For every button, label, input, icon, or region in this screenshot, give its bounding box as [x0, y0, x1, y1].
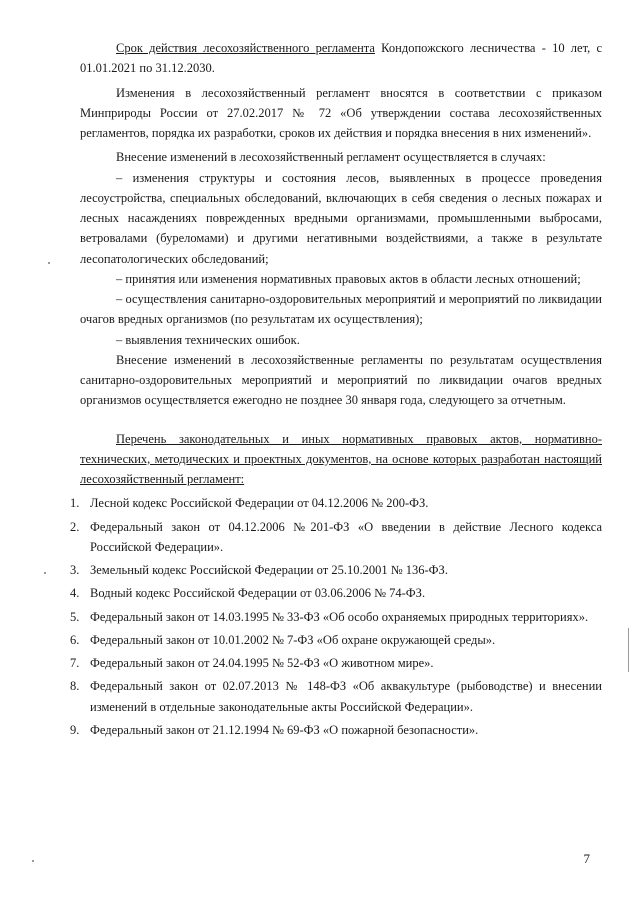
- legal-act-number: 1.: [70, 496, 80, 511]
- legal-act-item: [70, 676, 602, 717]
- cases-intro-paragraph: Внесение изменений в лесохозяйственный регламент осуществляется в случаях:: [116, 150, 546, 165]
- legal-act-item: [70, 607, 602, 627]
- legal-act-item: [70, 653, 602, 673]
- legal-act-text: Федеральный закон от 10.01.2002 № 7-ФЗ «Об охране окружающей среды».: [90, 632, 496, 647]
- legal-act-item: [70, 630, 602, 650]
- legal-act-item: [70, 560, 602, 580]
- scan-artifact-mark: [48, 262, 50, 264]
- case-technical-errors: – выявления технических ошибок.: [116, 332, 300, 347]
- page-number: 7: [583, 851, 590, 866]
- legal-act-item: [70, 720, 602, 740]
- case-forest-structure: – изменения структуры и состояния лесов, выявленных в процессе проведения лесоустройства, специальных обследований, включающих в себя сведения о лесных пожарах и лесных насаждениях поврежденных вредными организмами, промышленными выбросами, ветровалами (буреломами) и другими негативными воздействиями, а также в результате лесопатологических обследований;: [80, 170, 602, 266]
- legal-act-text: Федеральный закон от 14.03.1995 № 33-ФЗ «Об особо охраняемых природных территориях».: [90, 609, 589, 624]
- legal-act-text: Лесной кодекс Российской Федерации от 04.12.2006 № 200-ФЗ.: [90, 496, 429, 511]
- legal-act-text: Федеральный закон от 21.12.1994 № 69-ФЗ «О пожарной безопасности».: [90, 722, 479, 737]
- legal-acts-list: [70, 493, 602, 740]
- scan-artifact-mark: [32, 860, 34, 862]
- legal-act-text: Федеральный закон от 02.07.2013 № 148-ФЗ «Об аквакультуре (рыбоводстве) и внесении изменений в отдельные законодательные акты Российской Федерации».: [90, 679, 602, 714]
- case-legal-acts: – принятия или изменения нормативных правовых актов в области лесных отношений;: [116, 271, 581, 286]
- legal-act-text: Земельный кодекс Российской Федерации от 25.10.2001 № 136-ФЗ.: [90, 563, 448, 577]
- legal-act-number: 5.: [70, 609, 80, 624]
- legal-act-text: Водный кодекс Российской Федерации от 03.06.2006 № 74-ФЗ.: [90, 586, 426, 601]
- validity-term-text: Кондопожского лесничества - 10 лет, с 01.01.2021 по 31.12.2030.: [80, 41, 602, 76]
- legal-act-item: [70, 517, 602, 558]
- annual-changes-paragraph: Внесение изменений в лесохозяйственные регламенты по результатам осуществления санитарно-оздоровительных мероприятий и мероприятий по ликвидации очагов вредных организмов осуществляется ежегодно не позднее 30 января года, следующего за отчетным.: [80, 352, 602, 408]
- validity-term-heading: Срок действия лесохозяйственного регламента: [116, 41, 375, 55]
- legal-act-text: Федеральный закон от 04.12.2006 №201-ФЗ «О введении в действие Лесного кодекса Российской Федерации».: [90, 519, 602, 554]
- legal-act-item: [70, 583, 602, 603]
- validity-term-paragraph: [80, 38, 602, 79]
- legal-act-number: 6.: [70, 632, 80, 647]
- case-sanitary-measures: – осуществления санитарно-оздоровительных мероприятий и мероприятий по ликвидации очагов вредных организмов (по результатам их осуществления);: [80, 292, 602, 327]
- legal-acts-list-heading: Перечень законодательных и иных нормативных правовых актов, нормативно-технических, методических и проектных документов, на основе которых разработан настоящий лесохозяйственный регламент:: [80, 431, 602, 486]
- changes-basis-paragraph: Изменения в лесохозяйственный регламент вносятся в соответствии с приказом Минприроды России от 27.02.2017 № 72 «Об утверждении состава лесохозяйственных регламентов, порядка их разработки, сроков их действия и порядка внесения в них изменений».: [80, 85, 602, 140]
- legal-act-number: 2.: [70, 519, 80, 534]
- document-body: [70, 38, 602, 743]
- legal-act-number: 8.: [70, 679, 80, 694]
- scan-artifact-mark: [628, 628, 629, 672]
- legal-act-item: [70, 493, 602, 513]
- legal-act-number: 4.: [70, 586, 80, 601]
- legal-act-text: Федеральный закон от 24.04.1995 № 52-ФЗ «О животном мире».: [90, 656, 434, 670]
- legal-act-number: 7.: [70, 656, 80, 670]
- legal-act-number: 3.: [70, 563, 80, 577]
- scan-artifact-mark: [44, 572, 46, 574]
- legal-act-number: 9.: [70, 722, 80, 737]
